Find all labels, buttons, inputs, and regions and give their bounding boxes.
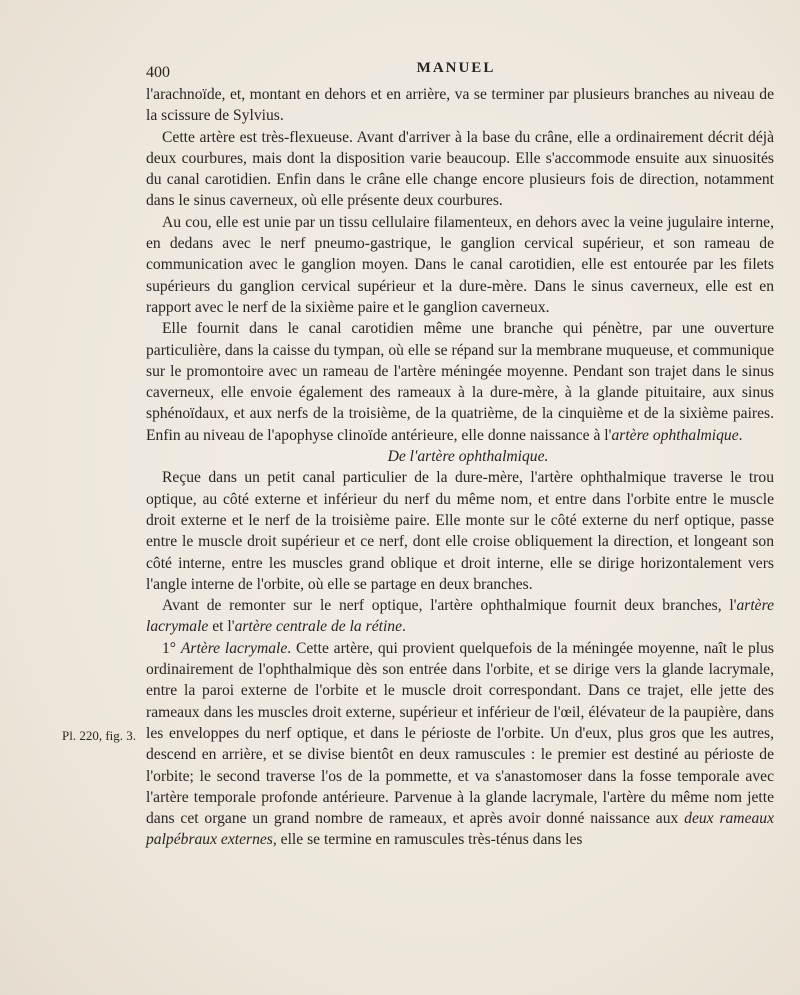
running-title: MANUEL <box>416 60 496 76</box>
paragraph-lacrymal-title: Artère lacrymale <box>180 639 288 657</box>
term-central-retina-artery: artère centrale de la rétine <box>234 618 402 636</box>
paragraph-branches-text: Elle fournit dans le canal carotidien même une branche qui pénètre, par une ouverture particulière, dans la caisse du tympan, où elle se répand sur la membrane muqueuse, et communique sur le promontoire avec un rameau de l'artère méningée moyenne. Pendant son trajet dans le sinus caverneux, elle envoie également des rameaux à la dure-mère, à la glande pituitaire, aux sinus sphénoïdaux, et aux nerfs de la troisième, de la quatrième, de la cinquième et de la sixième paires. Enfin au niveau de l'apophyse clinoïde antérieure, elle donne naissance à l' <box>146 320 774 444</box>
paragraph-branches-end: . <box>738 426 743 444</box>
paragraph-continuation: l'arachnoïde, et, montant en dehors et en arrière, va se terminer par plusieurs branches au niveau de la scissure de Sylvius. <box>146 86 774 125</box>
paragraph-lacrymal-text: . Cette artère, qui provient quelquefois de la méningée moyenne, naît le plus ordinairement de l'ophthalmique dès son entrée dans l'orbite, et se dirige vers la glande lacrymale, entre la paroi externe de l'orbite et le muscle droit correspondant. Dans ce trajet, elle jette des rameaux dans les muscles droit externe, supérieur et inférieur de l'œil, élévateur de la paupière, dans les enveloppes du nerf optique, et dans le périoste de l'orbite. Un d'eux, plus gros que les autres, descend en arrière, et se divise bientôt en deux ramuscules : le premier est destiné au périoste de l'orbite; le second traverse l'os de la pommette, et va s'anastomoser dans la fosse temporale avec l'artère temporale profonde antérieure. Parvenue à la glande lacrymale, l'artère du même nom jette dans cet organe un grand nombre de rameaux, et après avoir donné naissance aux <box>146 639 774 828</box>
paragraph-relations: Au cou, elle est unie par un tissu cellulaire filamenteux, en dehors avec la veine jugulaire interne, en dedans avec le nerf pneumo-gastrique, le ganglion cervical supérieur, et son rameau de communication avec le ganglion moyen. Dans le canal carotidien, elle est entourée par les filets supérieurs du ganglion cervical supérieur et la dure-mère. Dans le sinus caverneux, elle est en rapport avec le nerf de la sixième paire et le ganglion caverneux. <box>146 213 774 316</box>
term-palpebral-branches: deux rameaux palpébraux externes <box>146 810 775 849</box>
margin-note-plate-reference: Pl. 220, fig. 3. <box>62 728 137 743</box>
paragraph-lacrymal-number: 1° <box>162 639 181 657</box>
paragraph-ophthalmic-branches <box>146 595 774 638</box>
paragraph-lacrymal-artery <box>146 638 774 851</box>
page-header <box>146 60 766 86</box>
paragraph-branches-term: artère ophthalmique <box>611 426 739 444</box>
paragraph-branches <box>146 318 774 446</box>
paragraph-ophthalmic-branches-end: . <box>402 618 406 636</box>
paragraph-lacrymal-end: , elle se termine en ramuscules très-ténus dans les <box>272 831 583 849</box>
body-text <box>146 84 774 851</box>
page-number: 400 <box>146 64 170 81</box>
section-heading-title: artère ophthalmique. <box>417 448 549 466</box>
section-heading-prefix: De l' <box>387 448 418 466</box>
paragraph-ophthalmic-course: Reçue dans un petit canal particulier de la dure-mère, l'artère ophthalmique traverse le trou optique, au côté externe et inférieur du nerf du même nom, et entre dans l'orbite entre le muscle droit externe et le nerf de la troisième paire. Elle monte sur le côté externe du nerf optique, passe entre le muscle droit supérieur et ce nerf, dont elle croise obliquement la direction, et longeant son côté interne, entre les muscles grand oblique et droit interne, elle se dirige horizontalement vers l'angle interne de l'orbite, où elle se partage en deux branches. <box>146 469 774 593</box>
section-heading <box>146 446 774 467</box>
paragraph-ophthalmic-branches-text: Avant de remonter sur le nerf optique, l'artère ophthalmique fournit deux branches, l' <box>162 597 737 615</box>
paragraph-ophthalmic-branches-and: et l' <box>208 618 235 636</box>
term-lacrymal-artery: artère lacrymale <box>146 597 774 636</box>
paragraph-flexuosity: Cette artère est très-flexueuse. Avant d'arriver à la base du crâne, elle a ordinairement décrit déjà deux courbures, mais dont la disposition varie beaucoup. Elle s'accommode ensuite aux sinuosités du canal carotidien. Enfin dans le crâne elle change encore plusieurs fois de direction, notamment dans le sinus caverneux, où elle présente deux courbures. <box>146 128 774 210</box>
